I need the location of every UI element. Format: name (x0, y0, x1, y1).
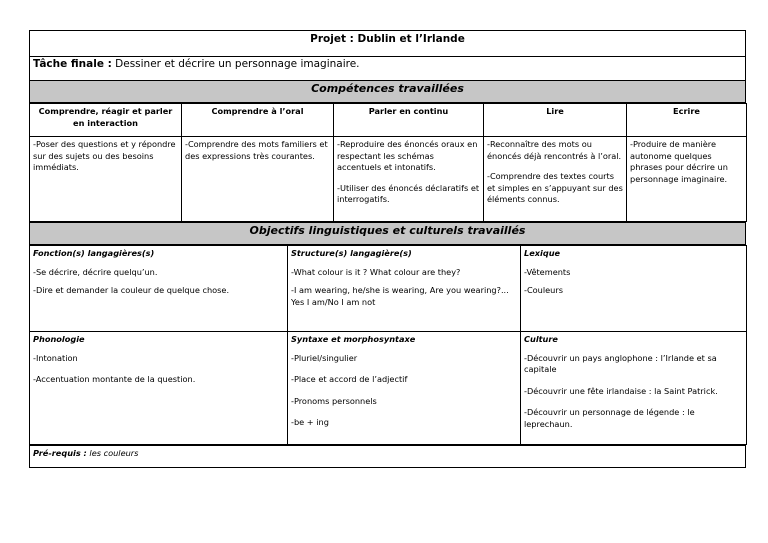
phonologie-cell (30, 332, 288, 445)
syntaxe-cell (288, 332, 521, 445)
culture-cell (521, 332, 747, 445)
culture-item: -Découvrir une fête irlandaise : la Saint Patrick. (524, 385, 718, 396)
structures-item: -What colour is it ? What colour are they? (291, 266, 461, 277)
competence-item: -Comprendre des textes courts et simples en s’appuyant sur des éléments connus. (487, 171, 623, 204)
syntaxe-item: -be + ing (291, 417, 329, 427)
lexique-item: -Vêtements (524, 266, 571, 277)
fonctions-heading: Fonction(s) langagières(s) (33, 248, 155, 258)
syntaxe-item: -Place et accord de l’adjectif (291, 374, 408, 384)
structures-heading: Structure(s) langagière(s) (291, 248, 412, 258)
lexique-item: -Couleurs (524, 285, 564, 295)
competence-item: -Reproduire des énoncés oraux en respectant les schémas accentuels et intonatifs. (337, 139, 478, 172)
final-task (30, 57, 746, 81)
prerequis-text: les couleurs (86, 448, 139, 458)
project-title: Projet : Dublin et l’Irlande (30, 31, 746, 57)
structures-item: -I am wearing, he/she is wearing, Are you wearing?... Yes I am/No I am not (291, 285, 509, 307)
phonologie-item: -Accentuation montante de la question. (33, 374, 196, 384)
competences-table (29, 103, 747, 222)
syntaxe-item: -Pluriel/singulier (291, 352, 358, 363)
lexique-cell (521, 246, 747, 332)
prerequis-table (29, 445, 746, 468)
competence-item: -Produire de manière autonome quelques phrases pour décrire un personnage imaginaire. (630, 139, 728, 184)
competence-cell-interaction (30, 137, 182, 222)
competence-header-oral: Comprendre à l’oral (182, 104, 334, 137)
competence-item: -Reconnaître des mots ou énoncés déjà rencontrés à l’oral. (487, 139, 622, 161)
competence-header-lire: Lire (484, 104, 627, 137)
competence-cell-ecrire (627, 137, 747, 222)
syntaxe-heading: Syntaxe et morphosyntaxe (291, 334, 416, 344)
fonctions-item: -Se décrire, décrire quelqu’un. (33, 266, 158, 277)
fonctions-item: -Dire et demander la couleur de quelque chose. (33, 285, 230, 295)
culture-heading: Culture (524, 334, 558, 344)
competence-header-continu: Parler en continu (334, 104, 484, 137)
competence-cell-oral (182, 137, 334, 222)
competences-band: Compétences travaillées (30, 81, 746, 103)
competence-item: -Comprendre des mots familiers et des expressions très courantes. (185, 139, 328, 161)
culture-item: -Découvrir un personnage de légende : le leprechaun. (524, 407, 695, 429)
competence-header-ecrire: Ecrire (627, 104, 747, 137)
structures-cell (288, 246, 521, 332)
objectifs-table (29, 245, 747, 445)
competence-header-interaction: Comprendre, réagir et parler en interaction (30, 104, 182, 137)
header-table (29, 30, 746, 103)
syntaxe-item: -Pronoms personnels (291, 395, 377, 406)
lexique-heading: Lexique (524, 248, 561, 258)
competence-item: -Utiliser des énoncés déclaratifs et interrogatifs. (337, 182, 480, 204)
competence-cell-continu (334, 137, 484, 222)
final-task-text: Dessiner et décrire un personnage imaginaire. (111, 58, 360, 70)
objectifs-band: Objectifs linguistiques et culturels travaillés (30, 223, 746, 245)
competence-cell-lire (484, 137, 627, 222)
final-task-label: Tâche finale : (33, 58, 112, 70)
fonctions-cell (30, 246, 288, 332)
objectifs-band-table (29, 222, 746, 245)
project-sheet (29, 30, 746, 468)
phonologie-item: -Intonation (33, 352, 78, 363)
competence-item: -Poser des questions et y répondre sur des sujets ou des besoins immédiats. (33, 139, 176, 172)
prerequis-label: Pré-requis : (33, 448, 87, 458)
prerequis-cell (30, 446, 746, 468)
phonologie-heading: Phonologie (33, 334, 85, 344)
culture-item: -Découvrir un pays anglophone : l’Irlande et sa capitale (524, 352, 717, 374)
